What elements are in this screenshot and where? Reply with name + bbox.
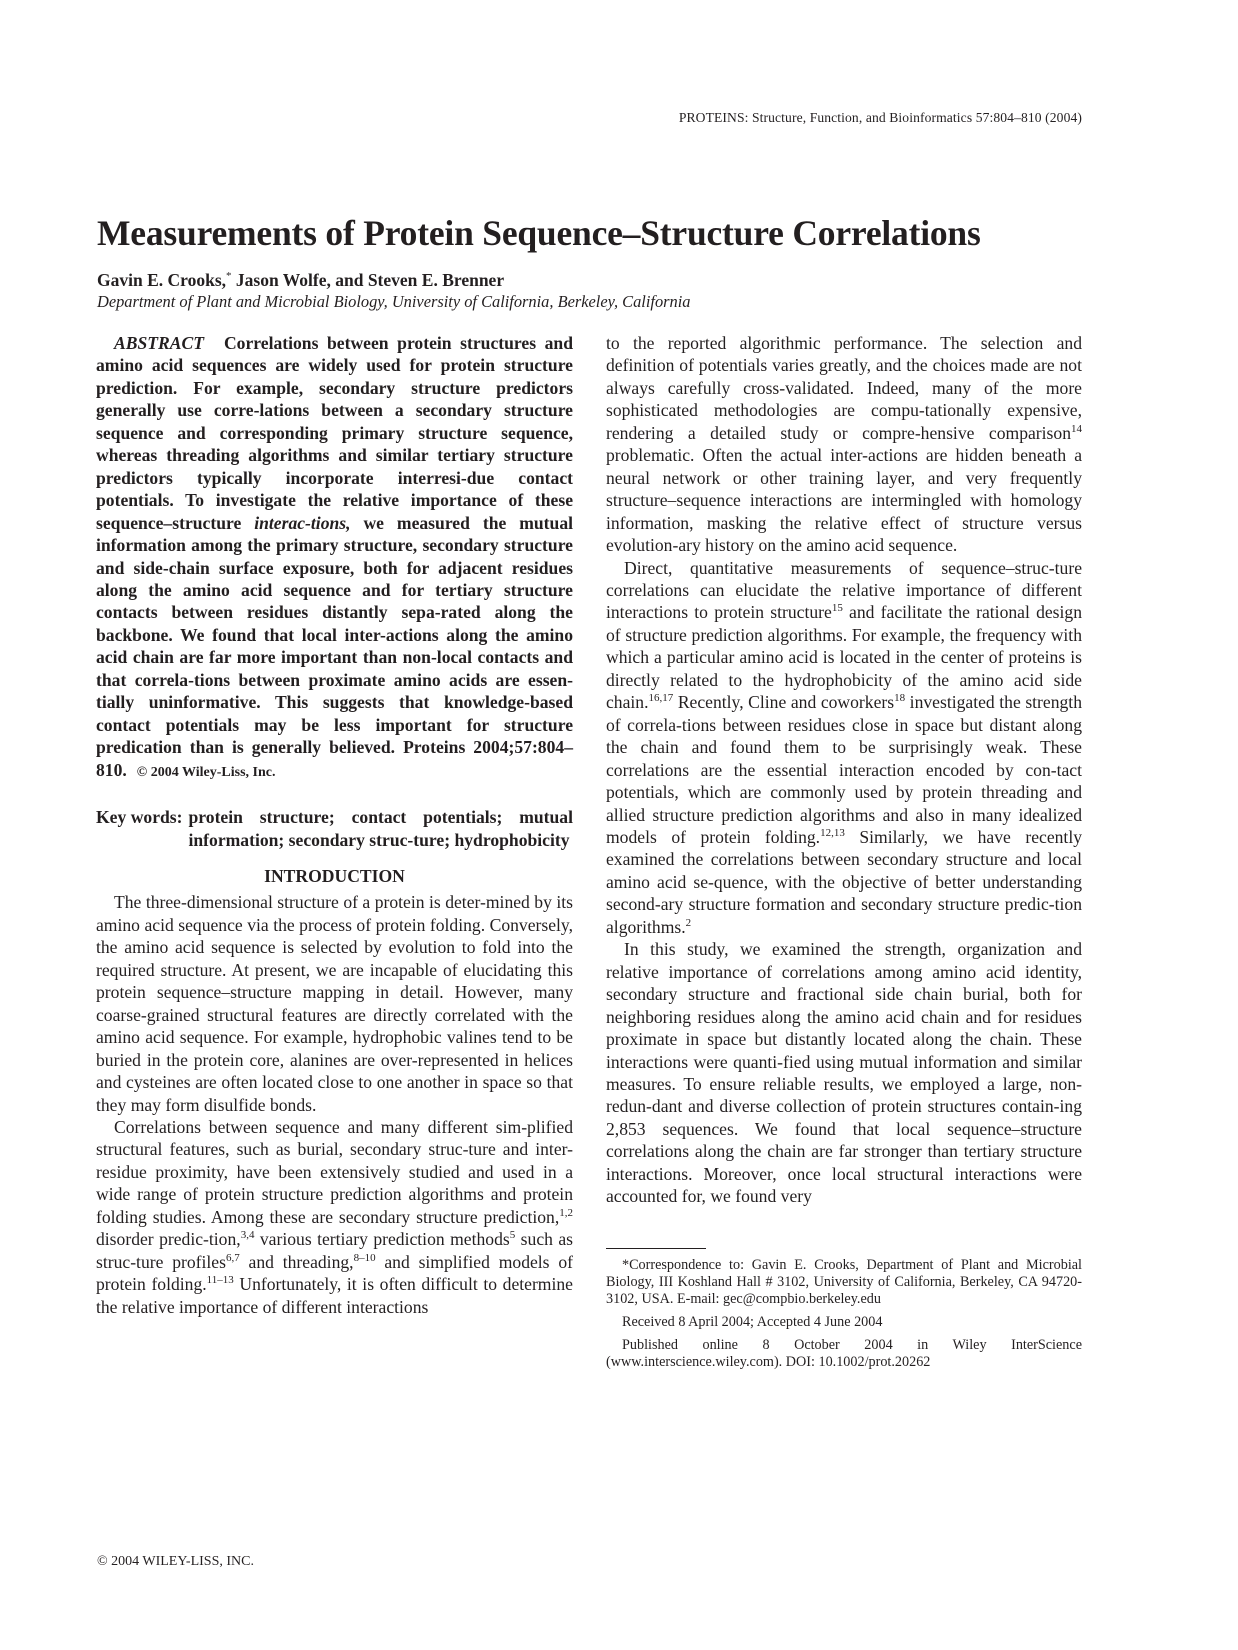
keywords-label: Key words: <box>96 807 183 828</box>
abstract-copyright: © 2004 Wiley-Liss, Inc. <box>136 764 276 780</box>
intro-paragraph-4 <box>606 557 1082 939</box>
received-dates: Received 8 April 2004; Accepted 4 June 2004 <box>622 1313 883 1330</box>
keywords-text: protein structure; contact potentials; mutual information; secondary struc-ture; hydrophobicity <box>188 807 573 850</box>
publication-info: Published online 8 October 2004 in Wiley InterScience (www.interscience.wiley.com). DOI: 10.1002/prot.20262 <box>606 1336 1082 1370</box>
section-heading-introduction: INTRODUCTION <box>264 865 405 886</box>
citation-ref: 8–10 <box>353 1251 376 1264</box>
citation-ref: 1,2 <box>559 1206 573 1219</box>
correspondence-footnote: *Correspondence to: Gavin E. Crooks, Department of Plant and Microbial Biology, III Koshland Hall # 3102, University of California, Berkeley, CA 94720-3102, USA. E-mail: gec@compbio.berkeley.edu <box>606 1256 1082 1307</box>
citation-ref: 12,13 <box>820 826 845 839</box>
citation-ref: 18 <box>894 692 906 705</box>
text-span: problematic. Often the actual inter-actions are hidden beneath a neural network or other training layer, and very frequently structure–sequence interactions are intermingled with homology information, masking the relative effect of structure versus evolution-ary history on the amino acid sequence. <box>606 445 1082 556</box>
abstract-text-2: we measured the mutual information among the primary structure, secondary structure and side-chain surface exposure, both for adjacent residues along the amino acid sequence and for tertiary structure contacts between residues distantly sepa-rated along the backbone. We found that local inter-actions along the amino acid chain are far more important than non-local contacts and that correla-tions between proximate amino acids are essen-tially uninformative. This suggests that knowledge-based contact potentials may be less important for structure predication than is generally believed. Proteins 2004;57:804–810. <box>96 512 574 780</box>
running-head: PROTEINS: Structure, Function, and Bioinformatics 57:804–810 (2004) <box>678 110 1082 125</box>
abstract-text-1: Correlations between protein structures and amino acid sequences are widely used for protein structure prediction. For example, secondary structure predictors generally use corre-lations between a secondary structure sequence and corresponding primary structure sequence, whereas threading algorithms and similar tertiary structure predictors typically incorporate interresi-due contact potentials. To investigate the relative importance of these sequence–structure <box>96 333 573 533</box>
text-span: Correlations between sequence and many different sim-plified structural features, such as burial, secondary struc-ture and inter-residue proximity, have been extensively studied and used in a wide range of protein structure prediction algorithms and protein folding studies. Among these are secondary structure prediction, <box>96 1116 573 1227</box>
copyright-footer: © 2004 WILEY-LISS, INC. <box>97 1554 254 1569</box>
text-span: Unfortunately, it is often difficult to determine the relative importance of different interactions <box>96 1274 573 1317</box>
intro-paragraph-5: In this study, we examined the strength, organization and relative importance of correlations among amino acid identity, secondary structure and fractional side chain burial, both for neighboring residues along the amino acid chain and for residues proximate in space but distantly located along the chain. These interactions were quanti-fied using mutual information and similar measures. To ensure reliable results, we employed a large, non-redun-dant and diverse collection of protein structures contain-ing 2,853 sequences. We found that local sequence–structure correlations along the chain are far stronger than tertiary structure interactions. Moreover, once local structural interactions were accounted for, we found very <box>606 939 1082 1207</box>
text-span: Recently, Cline and coworkers <box>673 692 895 713</box>
citation-ref: 11–13 <box>206 1274 234 1287</box>
keywords <box>96 806 573 851</box>
text-span: Similarly, we have recently examined the correlations between secondary structure and local amino acid se-quence, with the objective of better understanding second-ary structure formation and secondary structure predic-tion algorithms. <box>606 826 1083 937</box>
citation-ref: 3,4 <box>240 1229 255 1242</box>
text-span: such as struc-ture profiles <box>96 1229 574 1272</box>
author-crooks: Gavin E. Crooks, <box>97 270 227 290</box>
right-column <box>606 332 1082 1371</box>
text-span: various tertiary prediction methods <box>254 1229 510 1250</box>
text-span: to the reported algorithmic performance. The selection and definition of potentials varies greatly, and the choices made are not always carefully cross-validated. Indeed, many of the more sophisticated methodologies are compu-tationally expensive, rendering a detailed study or compre-hensive comparison <box>606 333 1082 443</box>
citation-ref: 5 <box>509 1229 516 1242</box>
correspondence-mark: * <box>226 270 232 282</box>
text-span: and simplified models of protein folding. <box>96 1251 573 1295</box>
affiliation: Department of Plant and Microbial Biology, University of California, Berkeley, California <box>97 292 691 311</box>
author-list <box>97 270 504 291</box>
left-column <box>96 332 573 1318</box>
citation-ref: 14 <box>1071 422 1082 435</box>
other-authors: Jason Wolfe, and Steven E. Brenner <box>231 270 505 290</box>
abstract <box>96 332 573 784</box>
text-span: Direct, quantitative measurements of sequence–struc-ture correlations can elucidate the relative importance of different interactions to protein structure <box>606 557 1082 623</box>
abstract-label: ABSTRACT <box>114 333 204 353</box>
intro-paragraph-2 <box>96 1116 573 1318</box>
citation-ref: 2 <box>685 916 692 929</box>
text-span: disorder predic-tion, <box>96 1229 241 1250</box>
intro-paragraph-1: The three-dimensional structure of a protein is deter-mined by its amino acid sequence via the process of protein folding. Conversely, the amino acid sequence is selected by evolution to fold into the required structure. At present, we are incapable of elucidating this protein sequence–structure mapping in detail. However, many coarse-grained structural features are directly correlated with the amino acid sequence. For example, hydrophobic valines tend to be buried in the protein core, alanines are over-represented in helices and cysteines are often located close to one another in space so that they may form disulfide bonds. <box>96 892 573 1115</box>
article-title: Measurements of Protein Sequence–Structure Correlations <box>97 213 981 253</box>
text-span: and threading, <box>239 1251 354 1272</box>
intro-paragraph-3 <box>606 332 1082 557</box>
citation-ref: 6,7 <box>225 1251 240 1264</box>
footnote-divider <box>606 1248 706 1249</box>
text-span: investigated the strength of correla-tions between residues close in space but distant along the chain and found them to be surprisingly weak. These correlations are the essential interaction encoded by con-tact potentials, which are commonly used by protein threading and allied structure prediction algorithms and also in many idealized models of protein folding. <box>606 692 1082 847</box>
abstract-italic: interac-tions, <box>254 512 351 533</box>
text-span: and facilitate the rational design of structure prediction algorithms. For example, the frequency with which a particular amino acid is located in the center of proteins is directly related to the hydrophobicity of the amino acid side chain. <box>606 602 1083 713</box>
citation-ref: 15 <box>831 602 843 615</box>
citation-ref: 16,17 <box>648 692 674 705</box>
